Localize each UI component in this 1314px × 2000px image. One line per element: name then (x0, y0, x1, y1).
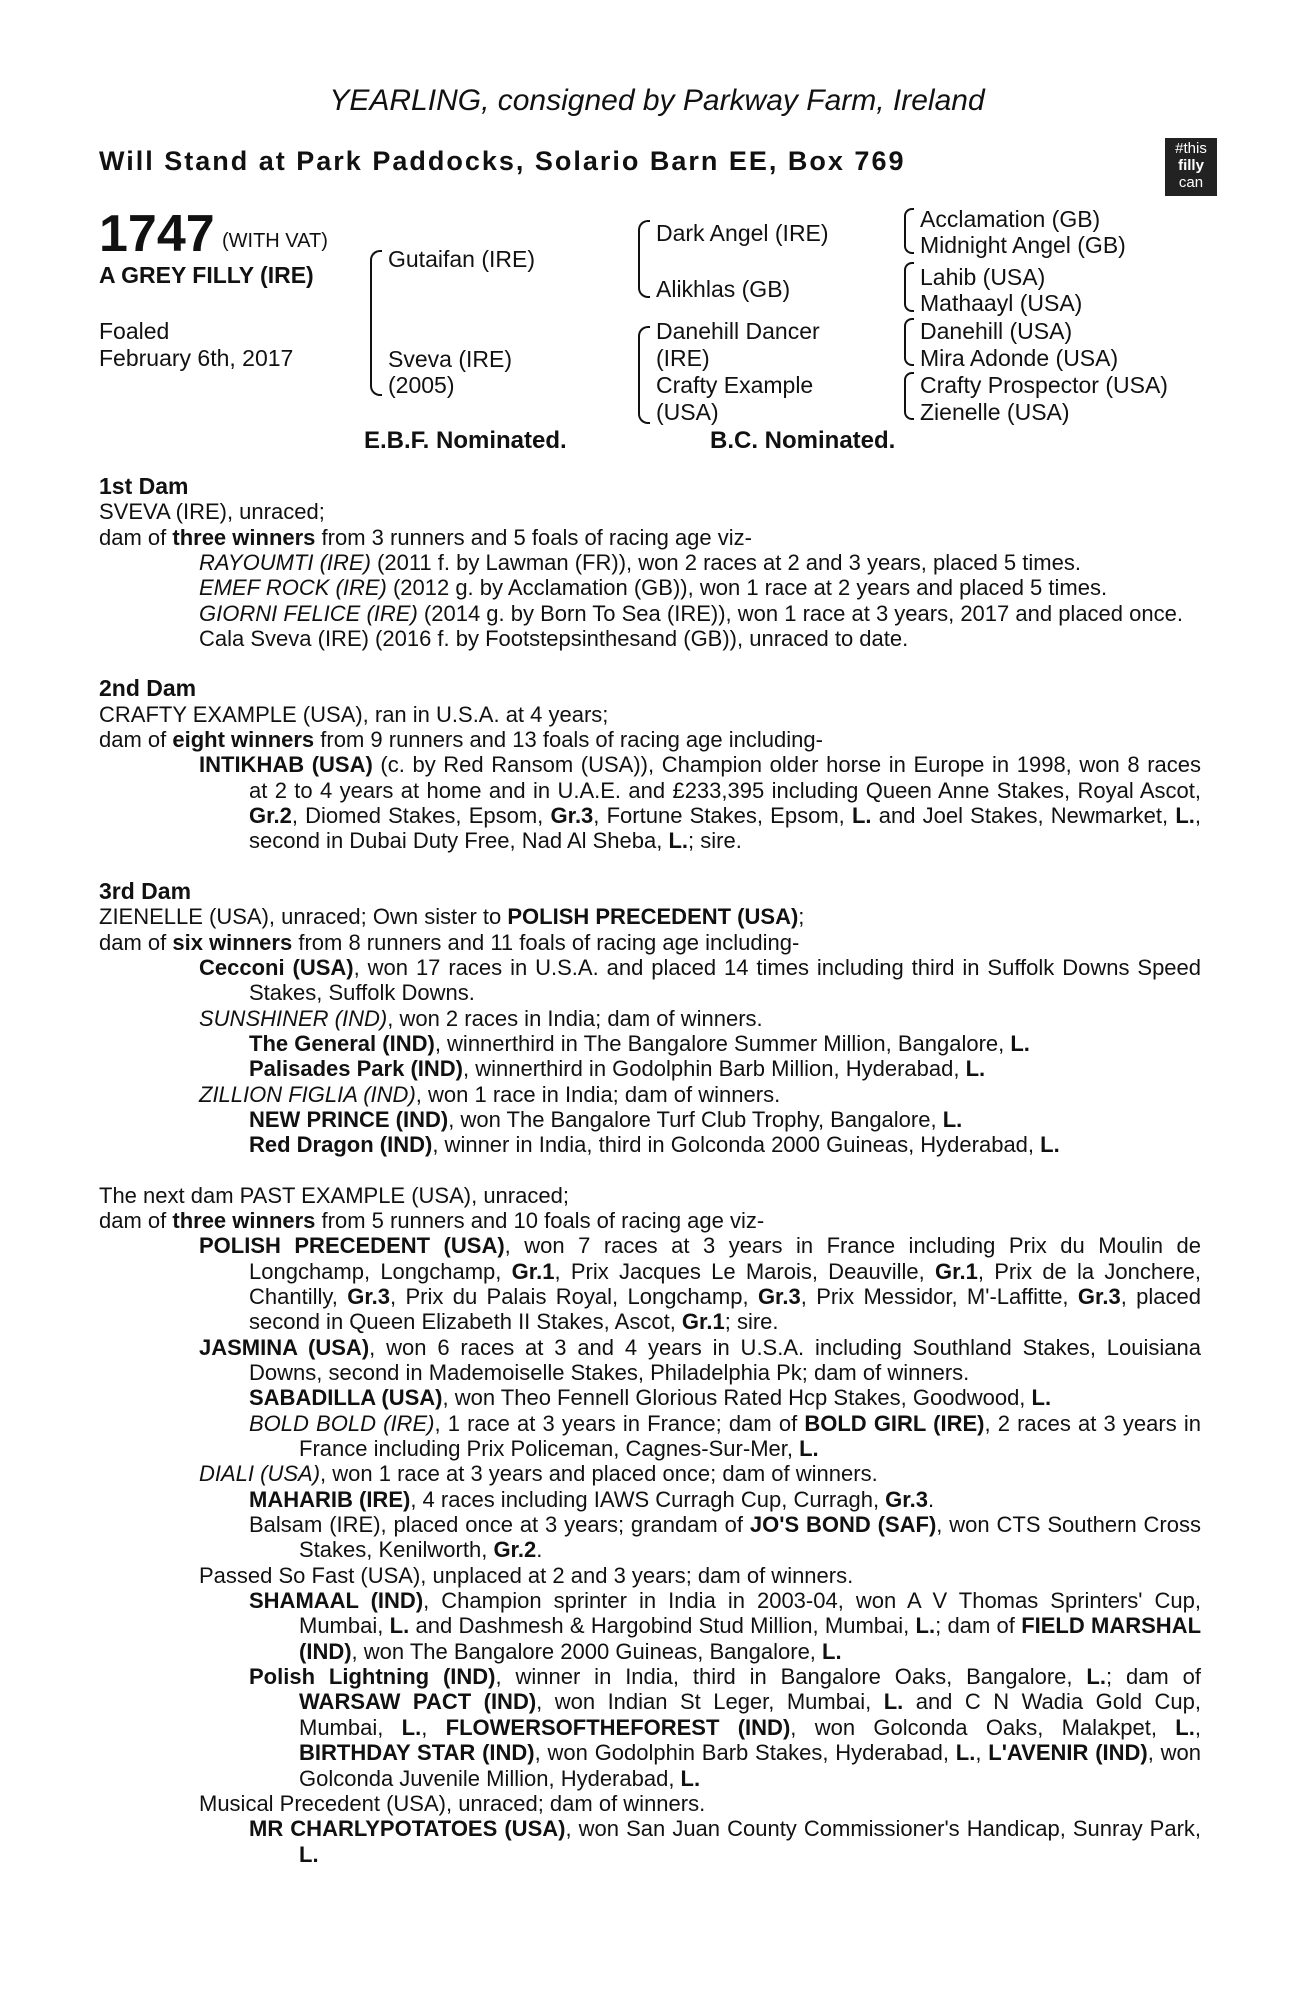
progeny-maharib: MAHARIB (IRE), 4 races including IAWS Curragh Cup, Curragh, Gr.3. (249, 1486, 935, 1512)
progeny-balsam: Balsam (IRE), placed once at 3 years; grandam of JO'S BOND (SAF), won CTS Southern Cross Stakes, Kenilworth, Gr.2. (249, 1512, 1201, 1563)
this-filly-can-logo: #this filly can (1165, 138, 1217, 196)
progeny-giorni-felice: GIORNI FELICE (IRE) (2014 g. by Born To Sea (IRE)), won 1 race at 3 years, 2017 and placed once. (199, 600, 1183, 626)
dam-dam-country: (USA) (656, 399, 719, 425)
foaled-date: February 6th, 2017 (99, 345, 294, 371)
first-dam-heading: 1st Dam (99, 473, 189, 499)
g4-8: Zienelle (USA) (920, 399, 1070, 425)
stand-location: Will Stand at Park Paddocks, Solario Barn EE, Box 769 (99, 146, 906, 176)
progeny-passed-so-fast: Passed So Fast (USA), unplaced at 2 and 3 years; dam of winners. (199, 1562, 854, 1588)
progeny-diali: DIALI (USA), won 1 race at 3 years and placed once; dam of winners. (199, 1461, 878, 1487)
third-dam-name: ZIENELLE (USA), unraced; Own sister to POLISH PRECEDENT (USA); (99, 904, 805, 930)
second-dam-summary: dam of eight winners from 9 runners and 13 foals of racing age including- (99, 727, 823, 753)
sire-dam: Alikhlas (GB) (656, 276, 791, 302)
progeny-new-prince: NEW PRINCE (IND), won The Bangalore Turf Club Trophy, Bangalore, L. (249, 1106, 963, 1132)
dam-year: (2005) (388, 372, 455, 398)
progeny-sabadilla: SABADILLA (USA), won Theo Fennell Glorious Rated Hcp Stakes, Goodwood, L. (249, 1385, 1052, 1411)
progeny-shamaal: SHAMAAL (IND), Champion sprinter in India in 2003-04, won A V Thomas Sprinters' Cup, Mumbai, L. and Dashmesh & Hargobind Stud Million, Mumbai, L.; dam of FIELD MARSHAL (IND), won The Bangalore 2000 Guineas, Bangalore, L. (249, 1588, 1202, 1664)
lot-description: A GREY FILLY (IRE) (99, 262, 314, 288)
vat-note: (WITH VAT) (222, 230, 328, 252)
next-dam-name: The next dam PAST EXAMPLE (USA), unraced; (99, 1182, 569, 1208)
dam-sire-country: (IRE) (656, 345, 710, 371)
pedigree-brace-1 (370, 250, 382, 396)
progeny-polish-lightning: Polish Lightning (IND), winner in India, third in Bangalore Oaks, Bangalore, L.; dam of WARSAW PACT (IND), won Indian St Leger, Mumbai, L. and C N Wadia Gold Cup, Mumbai, L., FLOWERSOFTHEFOREST (IND), won Golconda Oaks, Malakpet, L., BIRTHDAY STAR (IND), won Godolphin Barb Stakes, Hyderabad, L., L'AVENIR (IND), won Golconda Juvenile Million, Hyderabad, L. (249, 1664, 1202, 1791)
progeny-musical-precedent: Musical Precedent (USA), unraced; dam of winners. (199, 1790, 706, 1816)
consignment-line: YEARLING, consigned by Parkway Farm, Ireland (329, 84, 985, 117)
pedigree-brace-6 (904, 318, 914, 366)
progeny-emef-rock: EMEF ROCK (IRE) (2012 g. by Acclamation (GB)), won 1 race at 2 years and placed 5 times. (199, 575, 1108, 601)
pedigree-brace-7 (904, 372, 914, 420)
g4-4: Mathaayl (USA) (920, 290, 1083, 316)
progeny-sunshiner: SUNSHINER (IND), won 2 races in India; dam of winners. (199, 1005, 763, 1031)
progeny-red-dragon: Red Dragon (IND), winner in India, third in Golconda 2000 Guineas, Hyderabad, L. (249, 1132, 1060, 1158)
g4-7: Crafty Prospector (USA) (920, 372, 1168, 398)
progeny-jasmina: JASMINA (USA), won 6 races at 3 and 4 years in U.S.A. including Southland Stakes, Louisiana Downs, second in Mademoiselle Stakes, Philadelphia Pk; dam of winners. (199, 1334, 1201, 1385)
third-dam-heading: 3rd Dam (99, 877, 192, 904)
progeny-palisades-park: Palisades Park (IND), winnerthird in Godolphin Barb Million, Hyderabad, L. (249, 1056, 986, 1082)
second-dam-heading: 2nd Dam (99, 675, 197, 702)
dam-dam: Crafty Example (656, 372, 814, 398)
progeny-zillion-figlia: ZILLION FIGLIA (IND), won 1 race in India; dam of winners. (199, 1081, 781, 1107)
ebf-nominated: E.B.F. Nominated. (364, 427, 567, 454)
g4-5: Danehill (USA) (920, 318, 1073, 344)
progeny-polish-precedent: POLISH PRECEDENT (USA), won 7 races at 3 years in France including Prix du Moulin de Longchamp, Longchamp, Gr.1, Prix Jacques Le Marois, Deauville, Gr.1, Prix de la Jonchere, Chantilly, Gr.3, Prix du Palais Royal, Longchamp, Gr.3, Prix Messidor, M'-Laffitte, Gr.3, placed second in Queen Elizabeth II Stakes, Ascot, Gr.1; sire. (199, 1233, 1201, 1335)
progeny-the-general: The General (IND), winnerthird in The Bangalore Summer Million, Bangalore, L. (249, 1030, 1030, 1056)
foaled-label: Foaled (99, 318, 170, 344)
g4-2: Midnight Angel (GB) (920, 232, 1126, 258)
catalogue-body (99, 474, 1201, 1867)
pedigree-brace-4 (904, 208, 914, 254)
lot-number: 1747 (99, 205, 215, 263)
progeny-cecconi: Cecconi (USA), won 17 races in U.S.A. and placed 14 times including third in Suffolk Downs Speed Stakes, Suffolk Downs. (199, 954, 1202, 1006)
progeny-rayoumti: RAYOUMTI (IRE) (2011 f. by Lawman (FR)), won 2 races at 2 and 3 years, placed 5 times. (199, 550, 1081, 576)
g4-6: Mira Adonde (USA) (920, 345, 1119, 371)
g4-1: Acclamation (GB) (920, 206, 1101, 232)
second-dam-name: CRAFTY EXAMPLE (USA), ran in U.S.A. at 4 years; (99, 701, 609, 727)
dam-name: Sveva (IRE) (388, 346, 512, 372)
sire-name: Gutaifan (IRE) (388, 246, 535, 272)
next-dam-summary: dam of three winners from 5 runners and 10 foals of racing age viz- (99, 1207, 765, 1233)
bc-nominated: B.C. Nominated. (710, 427, 896, 454)
g4-3: Lahib (USA) (920, 264, 1046, 290)
pedigree-brace-2 (638, 220, 650, 298)
dam-sire: Danehill Dancer (656, 318, 820, 344)
progeny-intikhab: INTIKHAB (USA) (c. by Red Ransom (USA)), Champion older horse in Europe in 1998, won 8 races at 2 to 4 years at home and in U.A.E. and £233,395 including Queen Anne Stakes, Royal Ascot, Gr.2, Diomed Stakes, Epsom, Gr.3, Fortune Stakes, Epsom, L. and Joel Stakes, Newmarket, L., second in Dubai Duty Free, Nad Al Sheba, L.; sire. (199, 752, 1201, 854)
sire-sire: Dark Angel (IRE) (656, 220, 829, 246)
pedigree-brace-5 (904, 262, 914, 312)
progeny-bold-bold: BOLD BOLD (IRE), 1 race at 3 years in France; dam of BOLD GIRL (IRE), 2 races at 3 years in France including Prix Policeman, Cagnes-Sur-Mer, L. (249, 1410, 1202, 1462)
first-dam-name: SVEVA (IRE), unraced; (99, 499, 325, 525)
first-dam-summary: dam of three winners from 3 runners and 5 foals of racing age viz- (99, 524, 752, 550)
third-dam-summary: dam of six winners from 8 runners and 11 foals of racing age including- (99, 929, 800, 955)
progeny-mr-charlypotatoes: MR CHARLYPOTATOES (USA), won San Juan County Commissioner's Handicap, Sunray Park, L. (249, 1816, 1202, 1867)
progeny-cala-sveva: Cala Sveva (IRE) (2016 f. by Footstepsinthesand (GB)), unraced to date. (199, 626, 909, 652)
pedigree-brace-3 (638, 326, 650, 424)
